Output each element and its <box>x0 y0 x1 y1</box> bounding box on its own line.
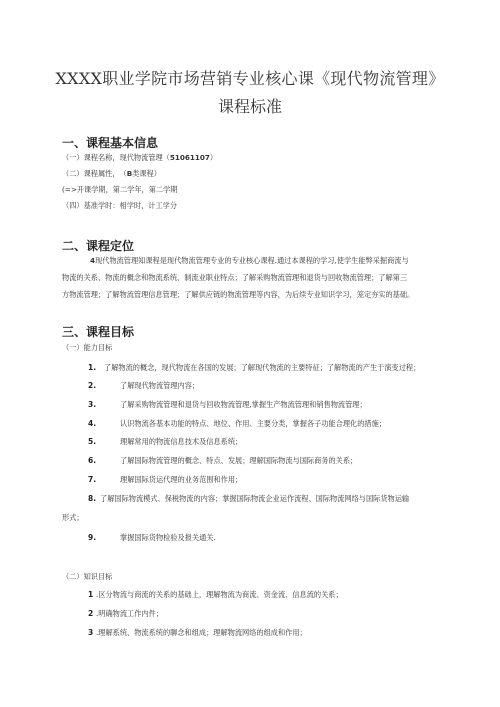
ability-num: 2. <box>88 381 97 390</box>
document-subtitle: 课程标准 <box>217 97 282 116</box>
ability-text: 了解物流的概念，现代物流在各国的发展；了解现代物流的主要特征；了解物流的产生于演变过程； <box>104 363 421 372</box>
info-course-type-suffix: 类课程） <box>132 169 161 178</box>
knowledge-num: 2 <box>88 609 94 618</box>
info-hours-credits: （四）基准学时：相学时，计工学分 <box>62 201 178 210</box>
info-course-type <box>62 169 161 179</box>
positioning-para-line2: 物流的关系、物流的概念和物流系统、制流业职业特点；了解采购物流管理和退货与回收物流管理；了解第三 <box>62 273 408 282</box>
ability-num: 4. <box>88 419 97 428</box>
ability-num: 8. <box>88 494 97 503</box>
section-heading-objectives: 三、课程目标 <box>62 325 135 339</box>
ability-num: 3. <box>88 400 97 409</box>
ability-num: 5. <box>88 437 97 446</box>
document-title: XXXX职业学院市场营销专业核心课《现代物流管理》 <box>55 69 445 88</box>
ability-text: 理解常用的物流信息技术及信息系统； <box>120 437 243 446</box>
info-course-type-prefix: （二）课程属性， （ <box>62 169 127 178</box>
ability-num: 9. <box>88 533 97 542</box>
ability-text-continued: 形式； <box>62 513 84 522</box>
section-heading-basic-info: 一、课程基本信息 <box>62 136 159 150</box>
info-course-name-prefix: （一）课程名称，现代物流管理（ <box>62 153 170 162</box>
positioning-para-line1 <box>90 256 409 266</box>
info-course-name <box>62 153 217 163</box>
section-heading-positioning: 二、课程定位 <box>62 239 135 253</box>
ability-text: 认识物流各基本功能的特点、地位、作用、主要分类，掌握各子功能合理化的措施； <box>120 419 386 428</box>
ability-num: 7. <box>88 475 97 484</box>
ability-num: 6. <box>88 456 97 465</box>
para-line1-text: 现代物流管理知课程是现代物流管理专业的专业核心课程.通过本课程的学习,使学生能弊采掘商流与 <box>95 256 409 265</box>
course-code: 51061107 <box>169 153 210 162</box>
ability-text: 掌握国际货物检验及报关通关. <box>120 533 216 542</box>
subheading-ability: （一）能力目标 <box>62 343 113 352</box>
positioning-para-line3: 方物流管理；了解物流管理信息管理；了解供应链的物流管理等内容，为后续专业知识学习，笼定夯实的基础。 <box>62 290 415 299</box>
knowledge-num: 1 <box>88 590 94 599</box>
course-type-code: B <box>126 169 133 178</box>
ability-text: 了解采购物流管理和退货与回收物流管理,掌握生产物流管理和销售物流管理； <box>120 400 367 409</box>
ability-text: 了解国际物流模式、保税物流的内容；掌握国际物流企业运作流程、国际物流网络与国际货物运输 <box>100 494 410 503</box>
knowledge-num: 3 <box>88 628 94 637</box>
para-number: 4 <box>90 256 96 265</box>
ability-num: 1. <box>88 363 97 372</box>
subheading-knowledge: （二）知识目标 <box>62 572 113 581</box>
knowledge-text: .理解系统、物流系统的聊念和组成；理解物流网络的组成和作用； <box>96 628 307 637</box>
ability-text: 了解现代物流管理内容； <box>120 381 200 390</box>
info-course-name-suffix: ） <box>209 153 218 162</box>
knowledge-text: .明确物流工作内件； <box>96 609 163 618</box>
ability-text: 了解国际物流管理的概念、特点、发展；理解国际物流与国际商务的关系； <box>120 456 358 465</box>
info-semester: (=>开课学期，第二学年，第二学期 <box>62 185 178 194</box>
ability-text: 理解国际货运代理的业务范围和作用； <box>120 475 243 484</box>
knowledge-text: .区分物流与商流的关系的基础上，理解物流为商流、资金流、信息流的关系； <box>96 590 343 599</box>
